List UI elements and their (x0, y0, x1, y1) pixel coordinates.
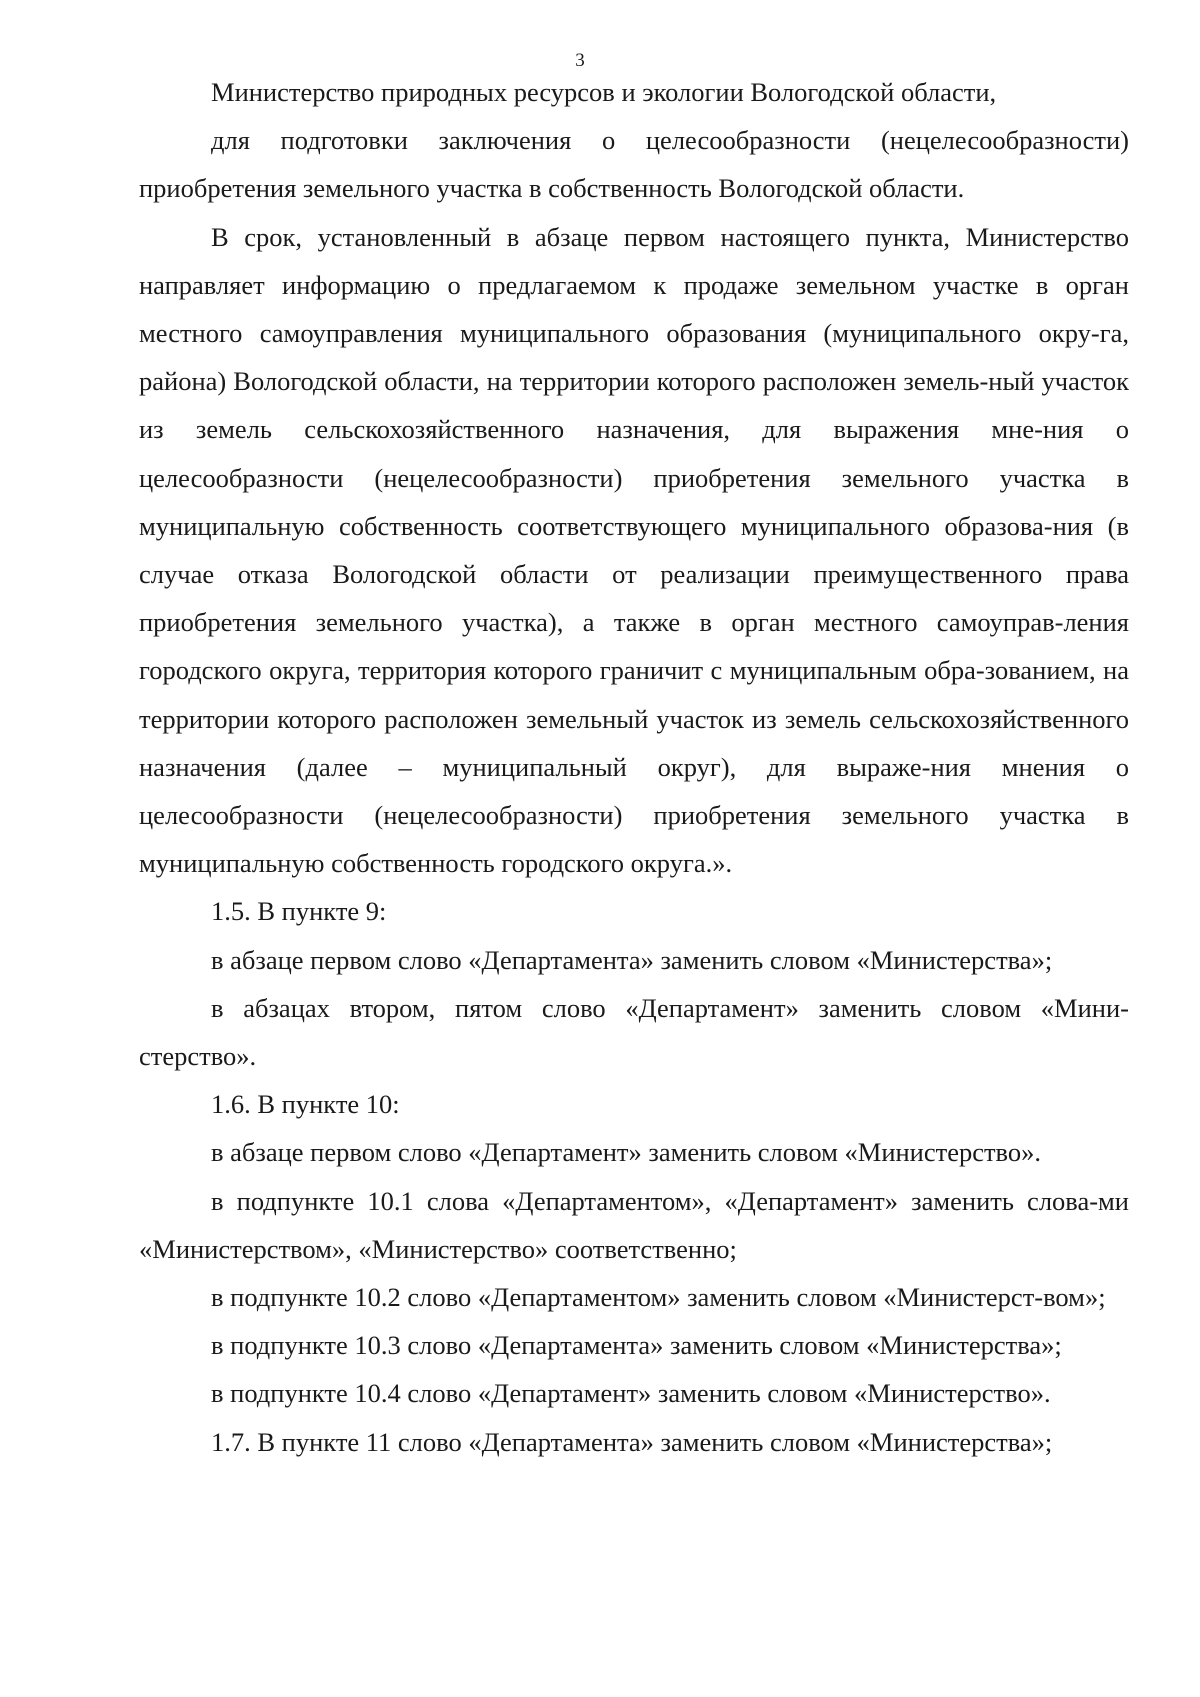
paragraph: В срок, установленный в абзаце первом настоящего пункта, Министерство направляет информацию о предлагаемом к продаже земельном участке в орган местного самоуправления муниципального образования (муниципального окру-га, района) Вологодской области, на территории которого расположен земель-ный участок из земель сельскохозяйственного назначения, для выражения мне-ния о целесообразности (нецелесообразности) приобретения земельного участка в муниципальную собственность соответствующего муниципального образова-ния (в случае отказа Вологодской области от реализации преимущественного права приобретения земельного участка), а также в орган местного самоуправ-ления городского округа, территория которого граничит с муниципальным обра-зованием, на территории которого расположен земельный участок из земель сельскохозяйственного назначения (далее – муниципальный округ), для выраже-ния мнения о целесообразности (нецелесообразности) приобретения земельного участка в муниципальную собственность городского округа.». (139, 221, 1129, 879)
paragraph: в подпункте 10.4 слово «Департамент» заменить словом «Министерство». (211, 1378, 1051, 1409)
document-body (139, 68, 1129, 1466)
paragraph: 1.6. В пункте 10: (211, 1089, 400, 1120)
paragraph: для подготовки заключения о целесообразности (нецелесообразности) приобретения земельного участка в собственность Вологодской области. (139, 125, 1129, 204)
paragraph: в подпункте 10.3 слово «Департамента» заменить словом «Министерства»; (211, 1330, 1062, 1361)
paragraph: в подпункте 10.2 слово «Департаментом» заменить словом «Министерст-вом»; (211, 1282, 1106, 1313)
paragraph: в абзацах втором, пятом слово «Департамент» заменить словом «Мини-стерство». (139, 992, 1129, 1072)
paragraph: 1.7. В пункте 11 слово «Департамента» заменить словом «Министерства»; (211, 1426, 1053, 1457)
paragraph: 1.5. В пункте 9: (211, 896, 387, 927)
paragraph: в подпункте 10.1 слова «Департаментом», «Департамент» заменить слова-ми «Министерством», «Министерство» соответственно; (139, 1185, 1129, 1264)
page-number: 3 (575, 50, 585, 71)
paragraph: в абзаце первом слово «Департамента» заменить словом «Министерства»; (211, 944, 1053, 975)
paragraph: Министерство природных ресурсов и экологии Вологодской области, (211, 77, 997, 107)
paragraph: в абзаце первом слово «Департамент» заменить словом «Министерство». (211, 1137, 1042, 1168)
